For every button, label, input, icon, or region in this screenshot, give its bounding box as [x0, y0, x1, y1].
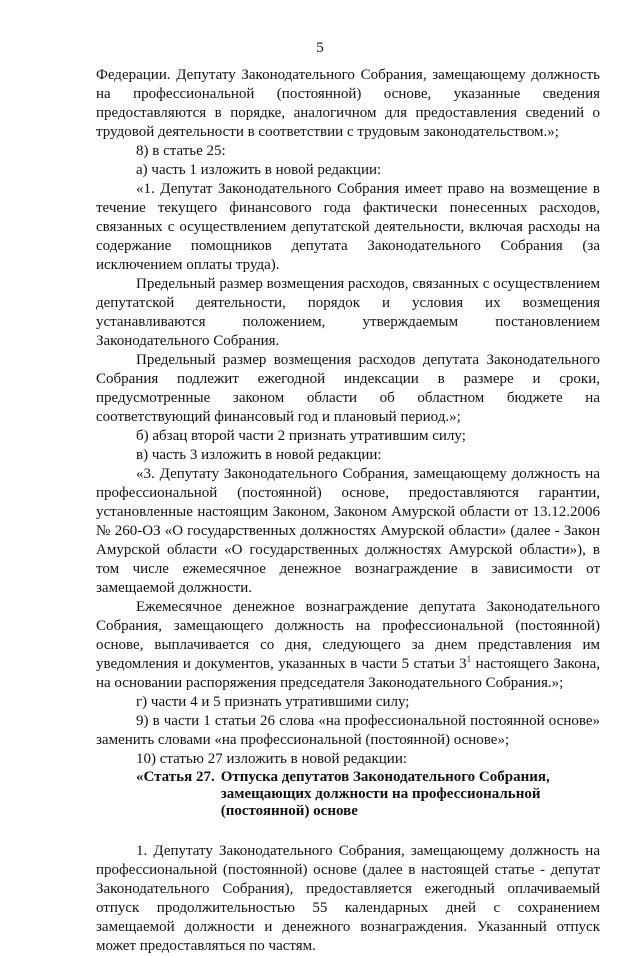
paragraph: г) части 4 и 5 признать утратившими силу; [136, 694, 410, 710]
paragraph: Предельный размер возмещения расходов депутата Законодательного Собрания подлежит ежегодной индексации в размере и сроки, предусмотренные законом области об областном бюджете на соответствующий финансовый год и плановый период.»; [96, 352, 600, 425]
article-number: «Статья 27. [136, 769, 215, 785]
paragraph: 8) в статье 25: [136, 143, 226, 159]
document-body [96, 66, 600, 956]
article-title: Отпуска депутатов Законодательного Собрания, замещающих должности на профессиональной (постоянной) основе [220, 769, 550, 819]
superscript-article: 1 [466, 654, 472, 664]
paragraph: а) часть 1 изложить в новой редакции: [136, 162, 382, 178]
paragraph: 9) в части 1 статьи 26 слова «на профессиональной постоянной основе» заменить словами «на профессиональной (постоянной) основе»; [96, 713, 600, 748]
salary-text-before: Ежемесячное денежное вознаграждение депутата Законодательного Собрания, замещающего должность на профессиональной (постоянной) основе, выплачивается со дня, следующего за днем представления им уведомления и документов, указанных в части 5 статьи 3 [96, 599, 600, 672]
salary-text-after: настоящего Закона, на основании распоряжения председателя Законодательного Собрания.»; [96, 656, 601, 691]
paragraph: Федерации. Депутату Законодательного Собрания, замещающему должность на профессиональной (постоянной) основе, указанные сведения предоставляются в порядке, аналогичном для предоставления сведений о трудовой деятельности в соответствии с трудовым законодательством.»; [96, 67, 600, 140]
paragraph-salary [96, 598, 600, 693]
paragraph: «3. Депутату Законодательного Собрания, замещающему должность на профессиональной (постоянной) основе, предоставляются гарантии, установленные настоящим Законом, Законом Амурской области от 13.12.2006 № 260-ОЗ «О государственных должностях Амурской области» (далее - Закон Амурской области «О государственных должностях Амурской области»), в том числе ежемесячное денежное вознаграждение в зависимости от замещаемой должности. [96, 466, 600, 596]
paragraph: в) часть 3 изложить в новой редакции: [136, 447, 382, 463]
article-paragraph-1: 1. Депутату Законодательного Собрания, замещающему должность на профессиональной (постоянной) основе (далее в настоящей статье - депутат Законодательного Собрания), предоставляется ежегодный оплачиваемый отпуск продолжительностью 55 календарных дней с сохранением замещаемой должности и денежного вознаграждения. Указанный отпуск может предоставляться по частям. [96, 843, 600, 954]
paragraph-group-2 [96, 693, 600, 769]
paragraph-group-1 [96, 66, 600, 598]
article-heading [96, 769, 600, 820]
paragraph: Предельный размер возмещения расходов, связанных с осуществлением депутатской деятельности, порядок и условия их возмещения устанавливаются положением, утверждаемым постановлением Законодательного Собрания. [96, 276, 600, 349]
page-number: 5 [316, 40, 324, 56]
paragraph: 10) статью 27 изложить в новой редакции: [136, 751, 408, 767]
paragraph: б) абзац второй части 2 признать утратившим силу; [136, 428, 466, 444]
paragraph: «1. Депутат Законодательного Собрания имеет право на возмещение в течение текущего финансового года фактически понесенных расходов, связанных с осуществлением депутатской деятельности, включая расходы на содержание помощников депутата Законодательного Собрания (за исключением оплаты труда). [96, 181, 600, 273]
